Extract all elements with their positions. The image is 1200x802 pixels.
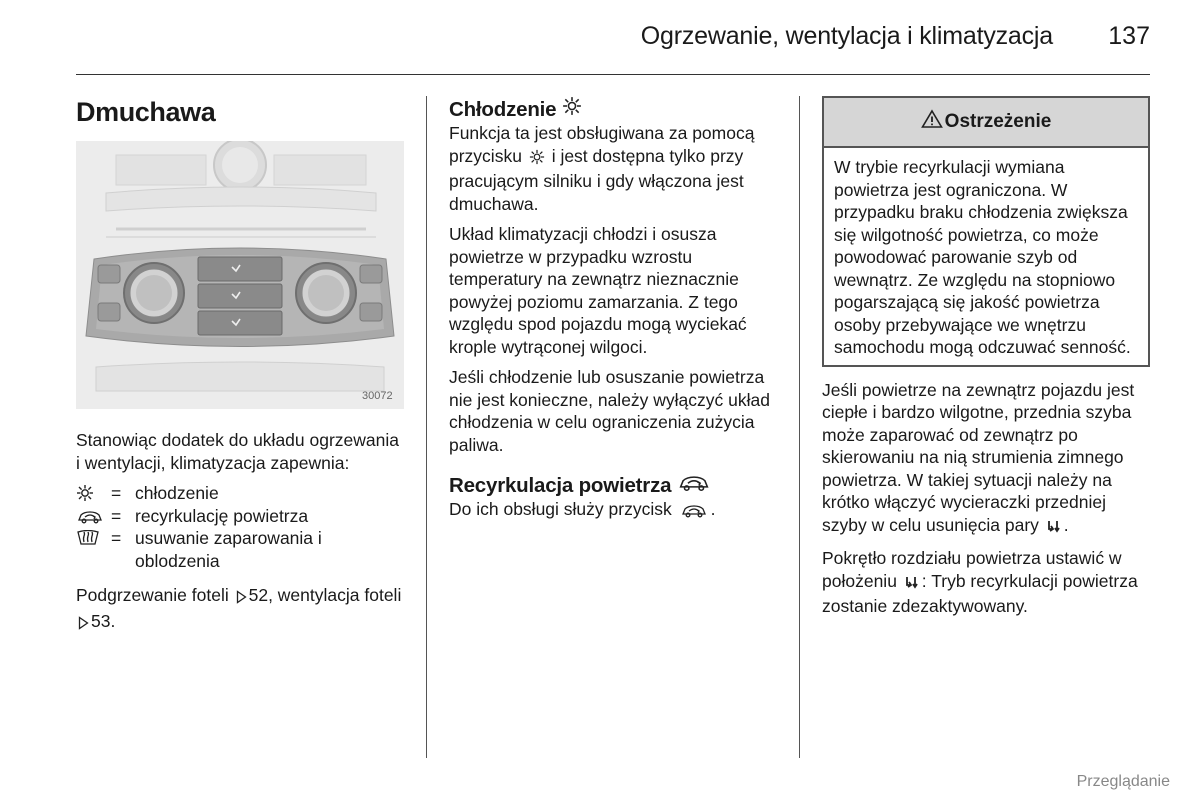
footer-watermark: Przeglądanie [1076,773,1170,790]
column-divider [799,96,800,758]
warning-triangle-icon [921,109,943,135]
header-rule [76,74,1150,75]
ac-snowflake-icon [562,96,582,122]
page-ref-arrow-icon [78,613,89,636]
recirculation-icon [76,505,111,527]
recirculation-heading: Recyrkulacja powietrza [449,472,779,498]
column-left [76,96,406,643]
intro-text: Stanowiąc dodatek do układu ogrzewania i wentylacji, klimatyzacja zapewnia: [76,430,399,473]
cooling-paragraph-1: Funkcja ta jest obsługiwana za pomocą przycisku i jest dostępna tylko przy pracującym silniku i gdy włączona jest dmuchawa. [449,123,755,214]
distribution-paragraph: Pokrętło rozdziału powietrza ustawić w położeniu : Tryb recyrkulacji powietrza zostanie zdezaktywowany. [822,548,1138,616]
recirculation-icon [679,501,709,524]
cooling-heading: Chłodzenie [449,96,779,122]
chapter-title: Ogrzewanie, wentylacja i klimatyzacja [640,22,1053,50]
warning-text: W trybie recyrkulacji wymiana powietrza jest ograniczona. W przypadku braku chłodzenia zwiększa się wilgotność powietrza, co może powodować parowanie szyb od wewnątrz. Ze względu na stopniowo pogarszającą się jakość powietrza osoby przebywające we wnętrzu samochodu mogą odczuwać senność. [834,157,1131,357]
airflow-footwell-icon [904,573,920,596]
cooling-paragraph-3: Jeśli chłodzenie lub osuszanie powietrza nie jest konieczne, należy wyłączyć układ chłodzenia w celu ograniczenia zużycia paliwa. [449,367,770,455]
column-divider [426,96,427,758]
recirculation-paragraph: Do ich obsługi służy przycisk . [449,498,779,524]
airflow-footwell-icon [1046,517,1062,540]
defrost-icon [76,527,111,552]
legend-row-recirculation: = recyrkulację powietrza [76,505,406,528]
column-right [822,96,1150,626]
recirculation-icon [677,472,711,498]
page-ref-arrow-icon [236,587,247,610]
seat-reference: Podgrzewanie foteli 52, wentylacja foteli 53. [76,584,406,635]
climate-panel-illustration [76,141,404,409]
ac-snowflake-icon [529,148,545,171]
page-number: 137 [1108,22,1150,50]
legend-row-defrost: = usuwanie zaparowania i oblodzenia [76,527,406,572]
column-middle [449,96,779,532]
section-heading: Dmuchawa [76,97,216,127]
warning-header: Ostrzeżenie [824,98,1148,148]
figure-code: 30072 [362,390,393,402]
climate-panel-drawing [76,141,404,409]
warning-box [822,96,1150,367]
symbol-legend [76,482,406,572]
legend-row-cooling: = chłodzenie [76,482,406,505]
ac-snowflake-icon [76,482,111,504]
cooling-paragraph-2: Układ klimatyzacji chłodzi i osusza powietrze w przypadku wzrostu temperatury na zewnątrz nieznacznie powyżej poziomu zamarzania. Z tego względu spod pojazdu mogą wyciekać krople wytrąconej wilgoci. [449,224,747,357]
condensation-paragraph: Jeśli powietrze na zewnątrz pojazdu jest ciepłe i bardzo wilgotne, przednia szyba może zaparować od zewnątrz po skierowaniu na nią strumienia zimnego powietrza. W takiej sytuacji należy na krótko włączyć wycieraczki przedniej szyby w celu usunięcia pary . [822,379,1150,540]
